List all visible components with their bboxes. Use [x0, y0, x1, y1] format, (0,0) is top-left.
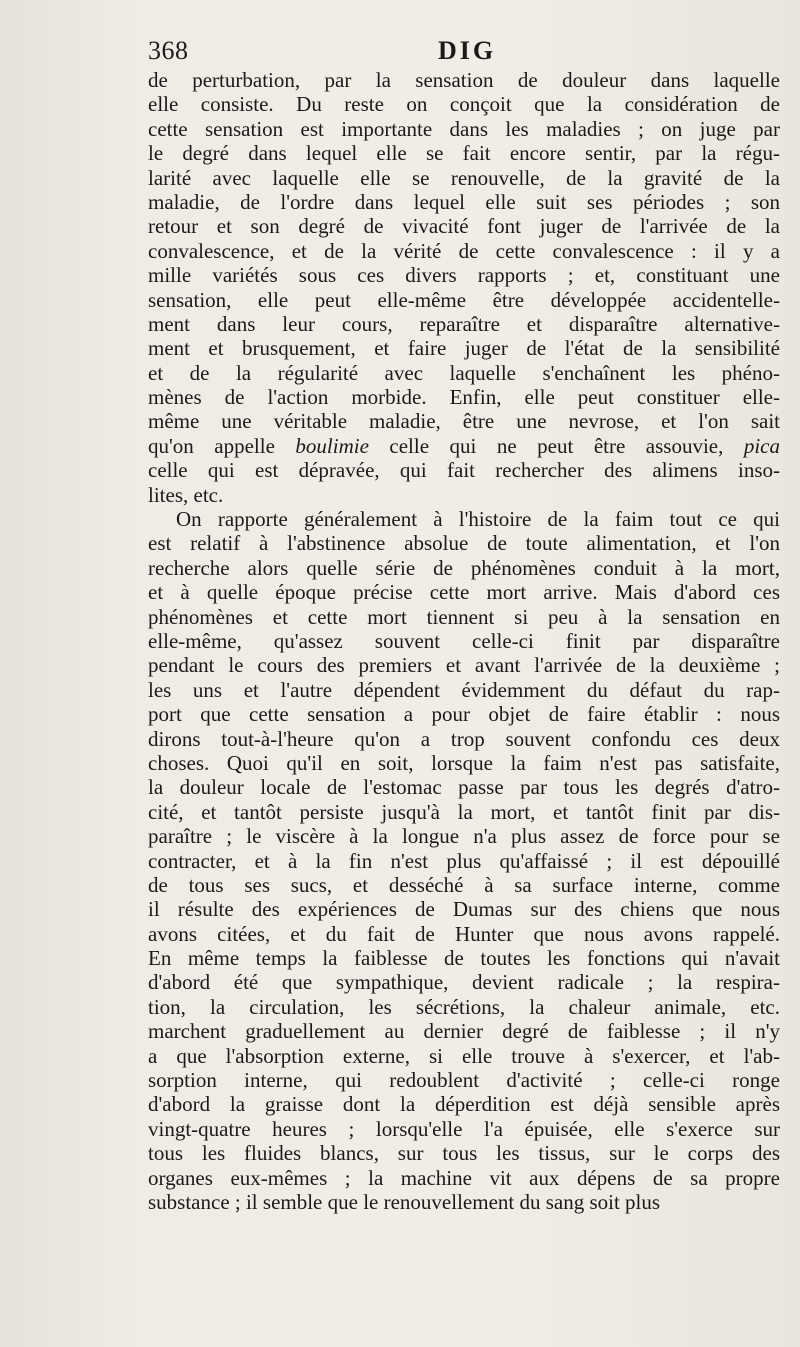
text-line: substance ; il semble que le renouvellement du sang soit plus	[148, 1189, 661, 1214]
text-line: de tous ses sucs, et desséché à sa surface interne, comme	[148, 872, 780, 897]
text-line: d'abord été que sympathique, devient radicale ; la respira-	[148, 970, 780, 995]
body-text	[148, 68, 780, 1214]
text-line: elle consiste. Du reste on conçoit que la considération de	[148, 92, 780, 117]
text-line: recherche alors quelle série de phénomènes conduit à la mort,	[148, 555, 780, 580]
text-line: sorption interne, qui redoublent d'activité ; celle-ci ronge	[148, 1068, 780, 1093]
text-line: On rapporte généralement à l'histoire de la faim tout ce qui	[176, 507, 780, 532]
text-line: tion, la circulation, les sécrétions, la chaleur animale, etc.	[148, 994, 780, 1019]
text-line: cette sensation est importante dans les maladies ; on juge par	[148, 116, 780, 141]
text-line: sensation, elle peut elle-même être développée accidentelle-	[148, 287, 780, 312]
page-number: 368	[148, 36, 189, 65]
text-line: la douleur locale de l'estomac passe par tous les degrés d'atro-	[148, 775, 780, 800]
text-line: a que l'absorption externe, si elle trouve à s'exercer, et l'ab-	[148, 1043, 780, 1068]
text-line: vingt-quatre heures ; lorsqu'elle l'a épuisée, elle s'exerce sur	[148, 1116, 780, 1141]
text-line: phénomènes et cette mort tiennent si peu à la sensation en	[148, 604, 780, 629]
text-line: choses. Quoi qu'il en soit, lorsque la faim n'est pas satisfaite,	[148, 750, 780, 775]
text-line: il résulte des expériences de Dumas sur des chiens que nous	[148, 897, 780, 922]
text-line: organes eux-mêmes ; la machine vit aux dépens de sa propre	[148, 1165, 780, 1190]
text-line: est relatif à l'abstinence absolue de toute alimentation, et l'on	[148, 531, 780, 556]
text-line: ment et brusquement, et faire juger de l'état de la sensibilité	[148, 336, 780, 361]
text-line: maladie, de l'ordre dans lequel elle suit ses périodes ; son	[148, 189, 780, 214]
text-line: cité, et tantôt persiste jusqu'à la mort, et tantôt finit par dis-	[148, 799, 780, 824]
text-line: de perturbation, par la sensation de douleur dans laquelle	[148, 68, 780, 92]
text-line: retour et son degré de vivacité font juger de l'arrivée de la	[148, 214, 780, 239]
text-line: lites, etc.	[148, 482, 224, 507]
text-line: qu'on appelle boulimie celle qui ne peut être assouvie, pica	[148, 433, 780, 458]
text-line: elle-même, qu'assez souvent celle-ci finit par disparaître	[148, 628, 780, 653]
page-header	[148, 36, 788, 68]
text-line: larité avec laquelle elle se renouvelle, de la gravité de la	[148, 165, 780, 190]
text-line: port que cette sensation a pour objet de faire établir : nous	[148, 702, 780, 727]
text-line: les uns et l'autre dépendent évidemment du défaut du rap-	[148, 677, 780, 702]
text-line: et à quelle époque précise cette mort arrive. Mais d'abord ces	[148, 580, 780, 605]
text-line: contracter, et à la fin n'est plus qu'affaissé ; il est dépouillé	[148, 848, 780, 873]
text-line: mille variétés sous ces divers rapports ; et, constituant une	[148, 263, 780, 288]
text-line: En même temps la faiblesse de toutes les fonctions qui n'avait	[148, 946, 780, 971]
text-line: pendant le cours des premiers et avant l'arrivée de la deuxième ;	[148, 653, 780, 678]
text-line: le degré dans lequel elle se fait encore sentir, par la régu-	[148, 141, 780, 166]
text-line: paraître ; le viscère à la longue n'a plus assez de force pour se	[148, 824, 780, 849]
text-line: même une véritable maladie, être une nevrose, et l'on sait	[148, 409, 780, 434]
text-line: convalescence, et de la vérité de cette convalescence : il y a	[148, 238, 780, 263]
text-line: tous les fluides blancs, sur tous les tissus, sur le corps des	[148, 1141, 780, 1166]
text-line: d'abord la graisse dont la déperdition est déjà sensible après	[148, 1092, 780, 1117]
text-line: ment dans leur cours, reparaître et disparaître alternative-	[148, 311, 780, 336]
text-line: marchent graduellement au dernier degré de faiblesse ; il n'y	[148, 1019, 780, 1044]
text-line: dirons tout-à-l'heure qu'on a trop souvent confondu ces deux	[148, 726, 780, 751]
text-line: celle qui est dépravée, qui fait rechercher des alimens inso-	[148, 458, 780, 483]
text-line: mènes de l'action morbide. Enfin, elle peut constituer elle-	[148, 385, 780, 410]
running-head: DIG	[438, 36, 497, 65]
text-line: avons citées, et du fait de Hunter que nous avons rappelé.	[148, 921, 780, 946]
text-line: et de la régularité avec laquelle s'enchaînent les phéno-	[148, 360, 780, 385]
